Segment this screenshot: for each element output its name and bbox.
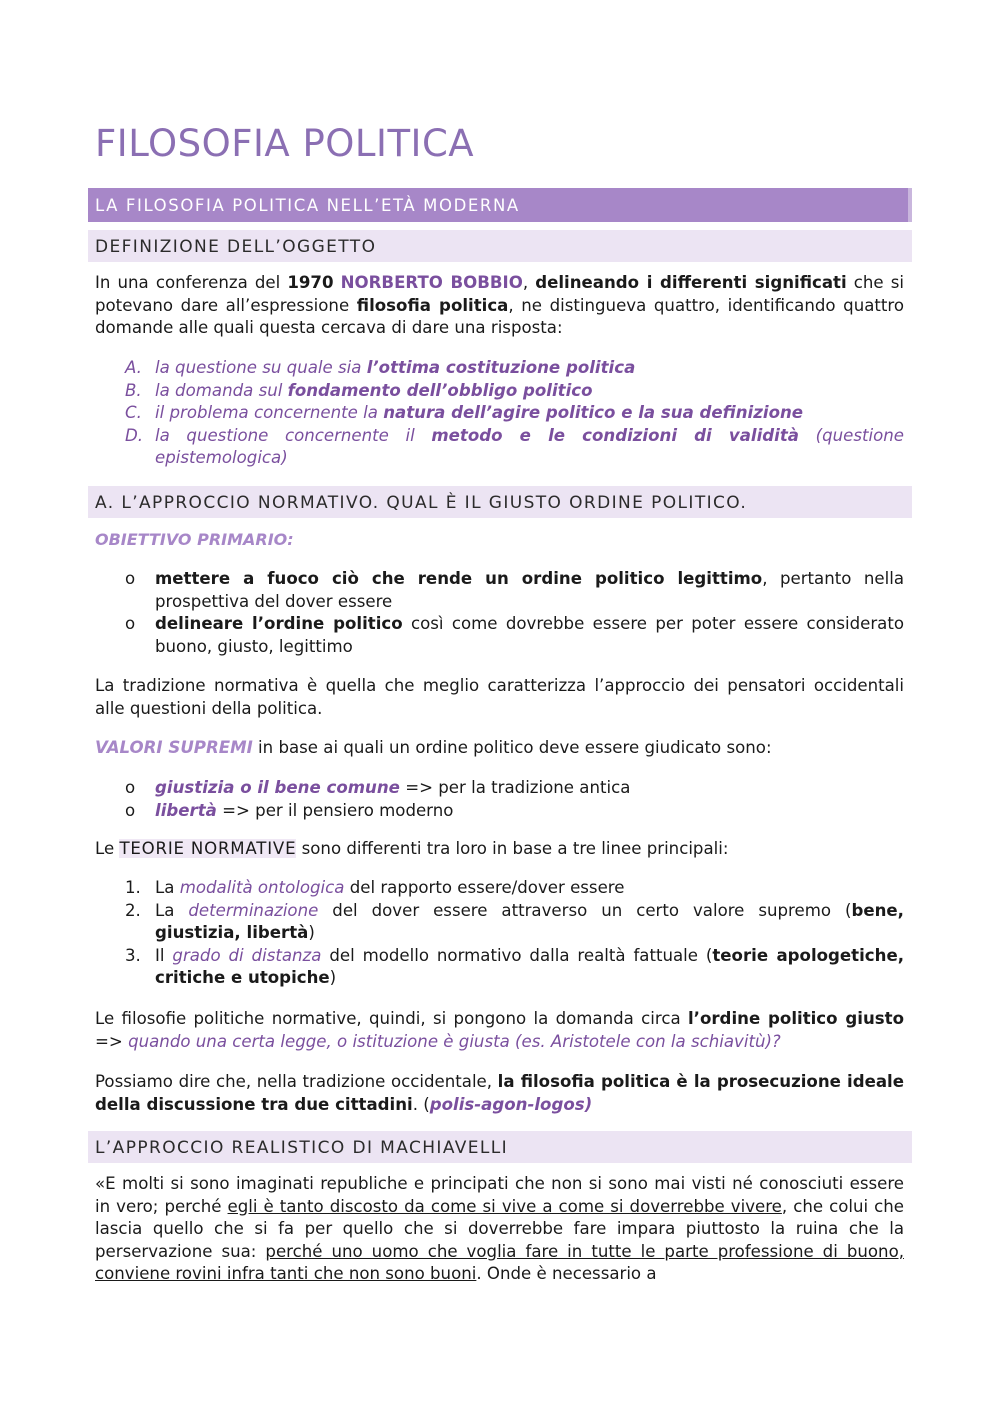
subsection-label: L’APPROCCIO REALISTICO DI MACHIAVELLI	[95, 1138, 509, 1158]
section-header	[88, 188, 912, 222]
paragraph-bobbio	[95, 272, 904, 340]
paragraph-tradizione: La tradizione normativa è quella che meglio caratterizza l’approccio dei pensatori occidentali alle questioni della politica.	[95, 676, 904, 718]
valori-label: VALORI SUPREMI	[95, 738, 253, 757]
list-item	[95, 777, 904, 800]
item-text: la questione su quale sia	[155, 358, 367, 377]
item-bold: delineare l’ordine politico	[155, 614, 403, 634]
bullet-marker: o	[125, 778, 136, 797]
item-text: la questione concernente il	[155, 425, 432, 445]
item-text: così come dovrebbe essere per poter essere considerato buono, giusto, legittimo	[155, 614, 904, 656]
item-italic: grado di distanza	[172, 945, 322, 965]
subsection-header-definizione	[88, 230, 912, 262]
quote-underlined: perché uno uomo che voglia fare in tutte le parte professione di buono, conviene rovini infra tanti che non sono buoni	[95, 1241, 904, 1284]
text: In una conferenza del	[95, 273, 288, 292]
item-tail: (questione epistemologica)	[155, 425, 904, 468]
bullet-marker: o	[125, 800, 136, 820]
paragraph-possiamo	[95, 1071, 904, 1116]
linee-list	[95, 877, 904, 990]
subsection-label: DEFINIZIONE DELL’OGGETTO	[95, 237, 377, 257]
bullet-marker: o	[125, 569, 136, 588]
bullet-marker: o	[125, 614, 136, 634]
quote-underlined: egli è tanto discosto da come si vive a come si doverrebbe vivere	[227, 1196, 782, 1216]
list-item	[95, 877, 904, 900]
item-bold: fondamento dell’obbligo politico	[287, 380, 593, 400]
valori-list	[95, 777, 904, 822]
list-item	[95, 568, 904, 613]
paragraph-teorie	[95, 838, 904, 861]
list-marker: A.	[125, 358, 142, 377]
item-bold: teorie apologetiche, critiche e utopiche	[155, 945, 904, 988]
list-item	[95, 900, 904, 945]
item-text: La	[155, 900, 189, 920]
list-item	[95, 380, 904, 403]
item-text: il problema concernente la	[155, 403, 384, 423]
list-item	[95, 800, 904, 823]
list-item	[95, 945, 904, 990]
text: Possiamo dire che, nella tradizione occidentale,	[95, 1072, 498, 1091]
subsection-header-normativo	[88, 486, 912, 518]
list-marker: 1.	[125, 878, 141, 897]
item-text: La	[155, 878, 180, 897]
list-marker: 2.	[125, 900, 141, 920]
questions-list	[95, 357, 904, 470]
list-marker: C.	[125, 403, 142, 423]
item-text: la domanda sul	[155, 380, 288, 400]
text: . (	[412, 1094, 430, 1114]
item-italic: determinazione	[188, 900, 319, 920]
list-marker: D.	[125, 425, 144, 445]
text: in base ai quali un ordine politico deve essere giudicato sono:	[252, 738, 772, 757]
list-item	[95, 425, 904, 470]
item-bold: metodo e le condizioni di validità	[431, 425, 799, 445]
item-text: => per il pensiero moderno	[216, 800, 454, 820]
text: =>	[95, 1031, 129, 1051]
text: , ne distingueva quattro, identificando quattro domande alle quali questa cercava di dare una risposta:	[95, 295, 905, 338]
subsection-label: A. L’APPROCCIO NORMATIVO. QUAL È IL GIUSTO ORDINE POLITICO.	[95, 493, 748, 513]
text: che si potevano dare all’espressione	[95, 273, 904, 315]
quote-text: «E molti si sono imaginati republiche e principati che non si sono mai visti né conosciuti essere in vero; perché	[95, 1174, 904, 1216]
obiettivi-list	[95, 568, 904, 658]
text-bold: la filosofia politica è la prosecuzione ideale della discussione tra due cittadini	[95, 1072, 904, 1114]
list-marker: B.	[125, 380, 142, 400]
subsection-header-machiavelli	[88, 1131, 912, 1163]
item-bold: natura dell’agire politico e la sua definizione	[383, 403, 804, 423]
item-bold: bene, giustizia, libertà	[155, 900, 904, 943]
page-title: FILOSOFIA POLITICA	[95, 122, 475, 165]
text: sono differenti tra loro in base a tre linee principali:	[296, 839, 729, 858]
section-header-edge	[908, 188, 912, 222]
year: 1970	[287, 273, 334, 292]
list-item	[95, 357, 904, 380]
text: Le	[95, 839, 120, 858]
item-bold: l’ottima costituzione politica	[366, 358, 636, 377]
item-bold: mettere a fuoco ciò che rende un ordine politico legittimo	[155, 569, 763, 588]
text-bold: l’ordine politico giusto	[687, 1009, 904, 1028]
item-text: del dover essere attraverso un certo valore supremo (	[318, 900, 852, 920]
paragraph-filosofie	[95, 1008, 904, 1053]
text-bold: filosofia politica	[356, 295, 509, 315]
item-text: => per la tradizione antica	[399, 778, 631, 797]
item-text: , pertanto nella prospettiva del dover essere	[155, 569, 905, 611]
quote-text: , che colui che lascia quello che si fa per quello che si doverrebbe fare impara piuttosto la ruina che la perservazione sua:	[95, 1196, 905, 1261]
quote-text: . Onde è necessario a	[476, 1264, 657, 1284]
item-text: del rapporto essere/dover essere	[344, 878, 625, 897]
item-text: )	[308, 923, 315, 943]
text: ,	[522, 273, 536, 292]
item-bold: libertà	[155, 800, 217, 820]
item-text: Il	[155, 945, 173, 965]
item-text: )	[329, 968, 337, 988]
text-italic: polis-agon-logos)	[429, 1094, 593, 1114]
text-bold: delineando i differenti significati	[535, 273, 847, 292]
item-text: del modello normativo dalla realtà fattuale (	[321, 945, 713, 965]
highlighted-term: TEORIE NORMATIVE	[119, 839, 297, 858]
paragraph-valori	[95, 737, 904, 760]
list-item	[95, 613, 904, 658]
item-italic: modalità ontologica	[179, 878, 345, 897]
item-bold: giustizia o il bene comune	[155, 778, 400, 797]
obiettivo-label: OBIETTIVO PRIMARIO:	[95, 530, 294, 549]
text-italic: quando una certa legge, o istituzione è giusta (es. Aristotele con la schiavitù)?	[128, 1031, 781, 1051]
text: Le filosofie politiche normative, quindi, si pongono la domanda circa	[95, 1009, 688, 1028]
list-marker: 3.	[125, 945, 141, 965]
author-name: NORBERTO BOBBIO	[340, 273, 523, 292]
quote-machiavelli	[95, 1173, 904, 1286]
section-header-label: LA FILOSOFIA POLITICA NELL’ETÀ MODERNA	[95, 196, 520, 215]
list-item	[95, 402, 904, 425]
